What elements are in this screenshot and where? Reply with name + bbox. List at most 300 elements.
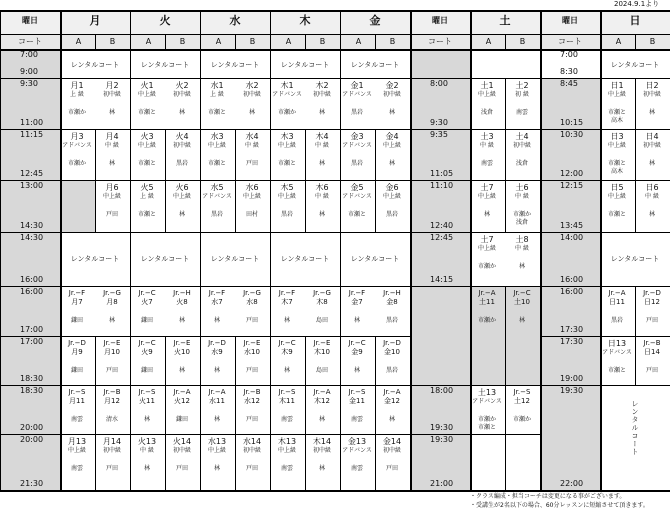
class-name: 月2: [105, 81, 119, 90]
class-name: 木10: [314, 348, 330, 356]
time-label: 8:00: [430, 79, 448, 88]
coach-name: 市瀬か: [67, 160, 87, 167]
time-label: 9:30: [20, 79, 38, 88]
class-group: Jr.−D: [383, 339, 401, 347]
grid-line: [0, 10, 670, 12]
class-group: Jr.−D: [68, 339, 86, 347]
class-name: 金11: [349, 397, 365, 405]
court-a: A: [485, 37, 492, 46]
coach-name: 鎌田: [175, 416, 189, 423]
coach-name: 市瀬と: [207, 109, 227, 116]
coach-name: 市瀬と: [137, 109, 157, 116]
coach-name: 市瀬と: [137, 211, 157, 218]
coach-name: 林: [353, 317, 361, 324]
court-a: A: [215, 37, 222, 46]
class-group: Jr.−S: [513, 388, 531, 396]
class-level: 中上級: [607, 193, 627, 200]
class-level: 中上級: [477, 245, 497, 252]
class-name: 金1: [350, 81, 364, 90]
class-name: 月4: [105, 132, 119, 141]
class-level: アドバンス: [342, 193, 372, 200]
time-label: 12:45: [20, 169, 44, 178]
coach-name: 林: [178, 109, 186, 116]
class-name: 土11: [479, 298, 495, 306]
coach-name: 黒岩: [385, 367, 399, 374]
class-level: 中上級: [277, 142, 297, 149]
coach-name: 黒岩: [385, 211, 399, 218]
coach-name: 市瀬と: [607, 160, 627, 167]
time-label: 7:00: [560, 50, 578, 59]
class-level: 初中級: [102, 91, 122, 98]
grid-line: [0, 10, 1, 490]
grid-line: [95, 385, 96, 434]
time-label: 12:15: [560, 181, 584, 190]
coach-name: 林: [143, 465, 151, 472]
shaded-cell: [540, 49, 600, 490]
class-level: 中上級: [242, 193, 262, 200]
grid-line: [235, 34, 236, 49]
coach-name: 鎌田: [70, 317, 84, 324]
time-label: 7:00: [20, 50, 38, 59]
class-group: Jr.−H: [383, 289, 401, 297]
grid-line: [235, 180, 236, 232]
class-name: 金9: [351, 348, 363, 356]
class-level: 上 級: [140, 193, 154, 200]
time-label: 11:05: [430, 169, 454, 178]
grid-line: [165, 385, 166, 434]
title: 2024.9.1より: [614, 0, 660, 8]
coach-name: 清水: [105, 416, 119, 423]
class-group: Jr.−E: [243, 339, 261, 347]
grid-line: [600, 10, 602, 490]
class-name: 月1: [70, 81, 84, 90]
class-level: アドバンス: [272, 91, 302, 98]
class-level: 中上級: [382, 193, 402, 200]
time-label: 19:30: [430, 435, 454, 444]
coach-name: 林: [518, 317, 526, 324]
coach-name: 南雲: [70, 416, 84, 423]
class-name: 金7: [351, 298, 363, 306]
rental-court-label: レンタルコート: [350, 255, 400, 263]
class-name: 日5: [610, 183, 624, 192]
class-level: 上 級: [210, 91, 224, 98]
coach-name: 林: [178, 317, 186, 324]
grid-line: [505, 78, 506, 129]
time-label: 17:00: [20, 337, 44, 346]
time-label: 17:00: [20, 325, 44, 334]
time-label: 18:30: [20, 386, 44, 395]
rental-court-label: レンタルコート: [280, 255, 330, 263]
class-name: 月13: [67, 437, 87, 446]
class-level: 初中級: [172, 447, 192, 454]
class-name: 月6: [105, 183, 119, 192]
time-label: 18:30: [20, 374, 44, 383]
coach-name: 戸田: [105, 367, 119, 374]
grid-line: [305, 180, 306, 232]
class-group: Jr.−S: [138, 388, 156, 396]
coach-name: 戸田: [385, 465, 399, 472]
class-name: 火7: [141, 298, 153, 306]
coach-name: 鎌田: [70, 367, 84, 374]
grid-line: [305, 336, 306, 385]
class-level: 初 級: [515, 91, 529, 98]
class-group: Jr.−G: [103, 289, 121, 297]
class-name: 水8: [246, 298, 258, 306]
grid-line: [470, 10, 472, 490]
grid-line: [635, 180, 636, 232]
coach-name: 林: [143, 416, 151, 423]
grid-line: [95, 34, 96, 49]
coach-name: 戸田: [245, 465, 259, 472]
coach-name: 黒岩: [350, 109, 364, 116]
class-name: 火5: [140, 183, 154, 192]
time-label: 11:10: [430, 181, 454, 190]
class-level: 初中級: [172, 91, 192, 98]
class-group: Jr.−C: [348, 339, 366, 347]
class-name: 火9: [141, 348, 153, 356]
coach-name: 戸田: [245, 160, 259, 167]
class-name: 月7: [71, 298, 83, 306]
class-group: Jr.−F: [208, 289, 226, 297]
rental-court-label: レンタルコート: [280, 61, 330, 69]
class-name: 金10: [384, 348, 400, 356]
rental-court-label: レンタルコート: [140, 255, 190, 263]
class-name: 日12: [644, 298, 660, 306]
class-name: 水10: [244, 348, 260, 356]
class-name: 土4: [515, 132, 529, 141]
class-level: 中 級: [140, 447, 154, 454]
grid-line: [635, 78, 636, 129]
class-group: Jr.−G: [243, 289, 261, 297]
class-group: Jr.−A: [173, 388, 191, 396]
class-group: Jr.−F: [278, 289, 296, 297]
grid-line: [165, 336, 166, 385]
court-a: A: [285, 37, 292, 46]
class-name: 火8: [176, 298, 188, 306]
class-level: 中 級: [515, 193, 529, 200]
court-b: B: [109, 37, 116, 46]
coach-name: 林: [318, 160, 326, 167]
class-level: アドバンス: [602, 349, 632, 356]
court-a: A: [615, 37, 622, 46]
court-b: B: [249, 37, 256, 46]
class-group: Jr.−B: [243, 388, 261, 396]
class-level: 初中級: [512, 142, 532, 149]
class-level: 中 級: [245, 142, 259, 149]
class-name: 土2: [515, 81, 529, 90]
time-label: 14:15: [430, 275, 454, 284]
class-name: 金14: [382, 437, 402, 446]
class-group: Jr.−C: [138, 339, 156, 347]
coach-name: 南雲: [350, 416, 364, 423]
grid-line: [235, 434, 236, 490]
coach-name: 戸田: [105, 465, 119, 472]
grid-line: [95, 434, 96, 490]
time-label: 14:30: [20, 233, 44, 242]
time-label: 11:15: [20, 130, 44, 139]
coach-name: 浅倉: [515, 219, 529, 226]
class-name: 火6: [175, 183, 189, 192]
time-label: 20:00: [20, 435, 44, 444]
class-name: 月8: [106, 298, 118, 306]
coach-name: 南雲: [70, 465, 84, 472]
class-level: 中上級: [607, 91, 627, 98]
coach-name: 南雲: [480, 160, 494, 167]
rental-court-label: レンタルコート: [350, 61, 400, 69]
grid-line: [340, 10, 341, 490]
court-a: A: [355, 37, 362, 46]
court-b: B: [389, 37, 396, 46]
coach-name: 林: [283, 317, 291, 324]
class-level: 中上級: [137, 142, 157, 149]
class-name: 水4: [245, 132, 259, 141]
grid-line: [375, 385, 376, 434]
class-name: 火14: [172, 437, 192, 446]
time-label: 8:45: [560, 79, 578, 88]
coach-name: 市瀬と: [607, 211, 627, 218]
class-name: 土8: [515, 235, 529, 244]
class-group: Jr.−A: [478, 289, 496, 297]
time-label: 19:00: [560, 374, 584, 383]
header-day-6: 日: [629, 14, 641, 27]
grid-line: [305, 434, 306, 490]
class-name: 金6: [385, 183, 399, 192]
class-group: Jr.−D: [208, 339, 226, 347]
coach-name: 林: [108, 109, 116, 116]
class-name: 水1: [210, 81, 224, 90]
coach-name: 浅倉: [515, 160, 529, 167]
header-day-label-sun: 曜日: [562, 16, 578, 25]
class-level: 中上級: [207, 142, 227, 149]
rental-court-label: レンタルコート: [610, 255, 660, 263]
coach-name: 林: [648, 160, 656, 167]
class-group: Jr.−S: [348, 388, 366, 396]
class-name: 月12: [104, 397, 120, 405]
class-name: 月9: [71, 348, 83, 356]
time-label: 19:30: [430, 423, 454, 432]
time-label: 9:00: [20, 67, 38, 76]
coach-name: 林: [353, 367, 361, 374]
class-name: 木14: [312, 437, 332, 446]
coach-name: 黒岩: [350, 160, 364, 167]
coach-name: 林: [108, 160, 116, 167]
class-level: 中 級: [105, 142, 119, 149]
header-day-0: 月: [89, 14, 101, 27]
time-label: 12:00: [560, 169, 584, 178]
grid-line: [165, 129, 166, 180]
coach-name: 高木: [610, 117, 624, 124]
class-level: 初中級: [102, 447, 122, 454]
coach-name: 市瀬か: [512, 211, 532, 218]
class-level: 中上級: [477, 193, 497, 200]
grid-line: [505, 434, 506, 490]
class-name: 水11: [209, 397, 225, 405]
coach-name: 戸田: [175, 465, 189, 472]
coach-name: 鎌田: [140, 367, 154, 374]
class-name: 木8: [316, 298, 328, 306]
class-group: Jr.−D: [643, 289, 661, 297]
class-name: 金4: [385, 132, 399, 141]
class-name: 金2: [385, 81, 399, 90]
class-group: Jr.−E: [103, 339, 121, 347]
court-b: B: [519, 37, 526, 46]
grid-line: [375, 129, 376, 180]
coach-name: 林: [388, 109, 396, 116]
coach-name: 林: [178, 367, 186, 374]
grid-line: [0, 34, 670, 35]
time-label: 22:00: [560, 479, 584, 488]
class-level: アドバンス: [472, 398, 502, 405]
coach-name: 林: [248, 109, 256, 116]
time-label: 10:30: [560, 130, 584, 139]
class-level: アドバンス: [342, 142, 372, 149]
class-level: アドバンス: [342, 91, 372, 98]
coach-name: 南雲: [350, 465, 364, 472]
class-name: 日2: [645, 81, 659, 90]
class-name: 金8: [386, 298, 398, 306]
coach-name: 林: [213, 317, 221, 324]
footnote: ・受講生が2名以下の場合、60分レッスンに短縮させて頂きます。: [470, 502, 649, 509]
coach-name: 浅倉: [480, 109, 494, 116]
class-name: 木2: [315, 81, 329, 90]
coach-name: 林: [518, 263, 526, 270]
class-level: 中 級: [480, 142, 494, 149]
class-name: 水12: [244, 397, 260, 405]
class-name: 金3: [350, 132, 364, 141]
coach-name: 戸田: [105, 211, 119, 218]
class-name: 木11: [279, 397, 295, 405]
grid-line: [505, 180, 506, 232]
class-name: 木6: [315, 183, 329, 192]
class-name: 水13: [207, 437, 227, 446]
coach-name: 田村: [245, 211, 259, 218]
class-level: 中上級: [477, 91, 497, 98]
class-name: 日13: [607, 339, 627, 348]
coach-name: 林: [213, 367, 221, 374]
grid-line: [505, 129, 506, 180]
time-label: 12:40: [430, 221, 454, 230]
coach-name: 黒岩: [280, 211, 294, 218]
grid-line: [635, 286, 636, 336]
class-level: 中 級: [315, 193, 329, 200]
class-level: 中上級: [607, 142, 627, 149]
class-group: Jr.−C: [513, 289, 531, 297]
coach-name: 南雲: [515, 109, 529, 116]
coach-name: 林: [318, 416, 326, 423]
court-b: B: [319, 37, 326, 46]
class-group: Jr.−E: [313, 339, 331, 347]
class-level: 初中級: [642, 91, 662, 98]
grid-line: [410, 10, 412, 490]
coach-name: 林: [283, 367, 291, 374]
class-name: 水14: [242, 437, 262, 446]
class-group: Jr.−H: [173, 289, 191, 297]
class-name: 土12: [514, 397, 530, 405]
class-name: 木9: [281, 348, 293, 356]
grid-line: [635, 336, 636, 385]
grid-line: [95, 129, 96, 180]
grid-line: [165, 34, 166, 49]
class-level: アドバンス: [62, 142, 92, 149]
coach-name: 島田: [315, 367, 329, 374]
time-label: 9:35: [430, 130, 448, 139]
coach-name: 市瀬か: [477, 317, 497, 324]
coach-name: 黒岩: [175, 160, 189, 167]
class-name: 土1: [480, 81, 494, 90]
court-a: A: [145, 37, 152, 46]
class-name: 金13: [347, 437, 367, 446]
rental-court-label: レンタルコート: [70, 61, 120, 69]
class-name: 火1: [140, 81, 154, 90]
coach-name: 鎌田: [140, 317, 154, 324]
time-label: 16:00: [20, 275, 44, 284]
class-name: 木5: [280, 183, 294, 192]
coach-name: 林: [388, 416, 396, 423]
grid-line: [130, 10, 131, 490]
class-name: 木12: [314, 397, 330, 405]
class-name: 金5: [350, 183, 364, 192]
time-label: 9:30: [430, 118, 448, 127]
class-name: 月10: [104, 348, 120, 356]
coach-name: 市瀬か: [477, 263, 497, 270]
grid-line: [270, 10, 271, 490]
grid-line: [410, 286, 540, 287]
time-label: 14:30: [20, 221, 44, 230]
rental-court-label: レンタルコート: [70, 255, 120, 263]
class-name: 日1: [610, 81, 624, 90]
court-b: B: [649, 37, 656, 46]
class-name: 土6: [515, 183, 529, 192]
coach-name: 林: [648, 109, 656, 116]
coach-name: 林: [648, 211, 656, 218]
class-name: 木13: [277, 437, 297, 446]
time-label: 19:30: [560, 386, 584, 395]
class-group: Jr.−G: [313, 289, 331, 297]
class-group: Jr.−A: [313, 388, 331, 396]
class-group: Jr.−B: [643, 339, 661, 347]
header-day-4: 金: [369, 14, 381, 27]
coach-name: 市瀬か: [67, 109, 87, 116]
time-label: 16:00: [560, 275, 584, 284]
coach-name: 黒岩: [610, 317, 624, 324]
court-a: A: [75, 37, 82, 46]
class-level: 中上級: [67, 447, 87, 454]
time-label: 8:30: [560, 67, 578, 76]
time-label: 17:30: [560, 325, 584, 334]
class-name: 土13: [477, 388, 497, 397]
class-name: 月11: [69, 397, 85, 405]
class-group: Jr.−E: [173, 339, 191, 347]
class-name: 木7: [281, 298, 293, 306]
class-level: 初中級: [382, 447, 402, 454]
class-name: 土10: [514, 298, 530, 306]
coach-name: 林: [388, 160, 396, 167]
header-day-3: 木: [299, 14, 311, 27]
class-name: 日4: [645, 132, 659, 141]
coach-name: 市瀬と: [607, 367, 627, 374]
time-label: 16:00: [20, 287, 44, 296]
grid-line: [60, 10, 62, 490]
grid-line: [200, 10, 201, 490]
class-level: 上 級: [70, 91, 84, 98]
coach-name: 市瀬か: [477, 416, 497, 423]
grid-line: [505, 385, 506, 434]
class-group: Jr.−A: [208, 388, 226, 396]
class-name: 火4: [175, 132, 189, 141]
class-level: 中 級: [515, 245, 529, 252]
class-level: 初中級: [312, 447, 332, 454]
class-name: 土3: [480, 132, 494, 141]
